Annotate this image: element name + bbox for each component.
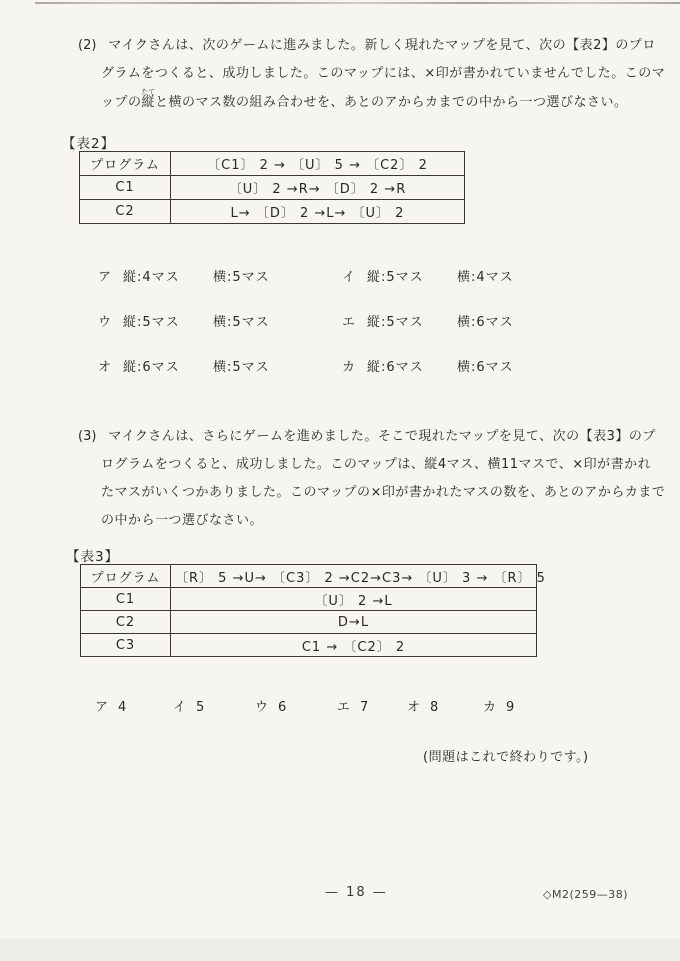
question-2-text-3-pre: ップの	[101, 95, 142, 110]
option-3-o-letter: オ	[407, 700, 421, 715]
option-3-u	[255, 700, 286, 716]
furigana-tate	[141, 88, 156, 110]
end-of-questions-note: (問題はこれで終わりです。)	[423, 750, 589, 765]
table-3-row-3-name: C3	[81, 634, 171, 657]
page-number: — 18 —	[325, 885, 388, 900]
table-3-row-2-value: D→L	[171, 611, 537, 634]
option-ka-tate: 縦:6マス	[367, 360, 424, 375]
furigana-base: 縦	[141, 95, 156, 110]
question-3-text-1: マイクさんは、さらにゲームを進めました。そこで現れたマップを見て、次の【表3】のプ	[108, 429, 656, 444]
option-i-tate: 縦:5マス	[367, 270, 424, 285]
option-o-letter: オ	[98, 360, 112, 375]
option-a-tate: 縦:4マス	[123, 270, 180, 285]
question-2-text-3-post: と横のマス数の組み合わせを、あとのアからカまでの中から一つ選びなさい。	[155, 95, 628, 110]
question-2-line-3	[101, 88, 665, 117]
furigana-reading: たて	[141, 88, 156, 96]
option-ka-letter: カ	[342, 360, 356, 375]
table-row	[81, 634, 537, 657]
option-ka-yoko: 横:6マス	[457, 360, 514, 375]
option-3-u-letter: ウ	[255, 700, 269, 715]
option-3-e-value: 7	[360, 700, 369, 715]
table-3	[80, 564, 546, 657]
option-a-yoko: 横:5マス	[213, 270, 270, 285]
table-3-row-0-value: 〔R〕 5 →U→ 〔C3〕 2 →C2→C3→ 〔U〕 3 → 〔R〕 5	[171, 565, 537, 588]
scan-artifact-top-line	[35, 2, 680, 4]
option-u-letter: ウ	[98, 315, 112, 330]
table-row	[81, 611, 537, 634]
question-2-number: (2)	[78, 38, 97, 53]
option-i-letter: イ	[342, 270, 356, 285]
table-2-row-1-name: C1	[80, 176, 171, 200]
table-row	[80, 176, 465, 200]
option-u	[98, 315, 270, 331]
table-3-row-0-name: プログラム	[81, 565, 171, 588]
table-3-row-1-name: C1	[81, 588, 171, 611]
options-2-row-2	[0, 315, 680, 331]
option-3-o	[407, 700, 438, 716]
question-3-line-3	[101, 479, 665, 507]
option-3-e-letter: エ	[337, 700, 351, 715]
table-3-row-1-value: 〔U〕 2 →L	[171, 588, 537, 611]
option-o	[98, 360, 270, 376]
table-row	[80, 200, 465, 224]
option-3-e	[337, 700, 368, 716]
question-3-text-2: ログラムをつくると、成功しました。このマップは、縦4マス、横11マスで、×印が書かれ	[101, 457, 652, 472]
table-3-row-2-name: C2	[81, 611, 171, 634]
question-2-line-1	[78, 32, 665, 60]
option-u-yoko: 横:5マス	[213, 315, 270, 330]
document-code: ◇M2(259—38)	[543, 888, 629, 901]
question-2-text-1: マイクさんは、次のゲームに進みました。新しく現れたマップを見て、次の【表2】のプロ	[108, 38, 656, 53]
question-3-line-4	[101, 507, 665, 535]
option-i-yoko: 横:4マス	[457, 270, 514, 285]
option-o-tate: 縦:6マス	[123, 360, 180, 375]
option-3-u-value: 6	[278, 700, 287, 715]
option-3-a	[95, 700, 126, 716]
options-2-row-3	[0, 360, 680, 376]
table-2-row-0-name: プログラム	[80, 152, 171, 176]
option-ka	[342, 360, 514, 376]
scan-artifact-bottom-shade	[0, 939, 680, 961]
option-3-o-value: 8	[430, 700, 439, 715]
option-a-letter: ア	[98, 270, 112, 285]
table-2-row-2-name: C2	[80, 200, 171, 224]
option-3-ka-value: 9	[506, 700, 515, 715]
table-2-label: 【表2】	[62, 136, 116, 152]
option-u-tate: 縦:5マス	[123, 315, 180, 330]
table-2-row-1-value: 〔U〕 2 →R→ 〔D〕 2 →R	[171, 176, 465, 200]
table-row	[80, 152, 465, 176]
question-3-text-3: たマスがいくつかありました。このマップの×印が書かれたマスの数を、あとのアからカまで	[101, 485, 666, 500]
question-2	[78, 32, 665, 117]
option-o-yoko: 横:5マス	[213, 360, 270, 375]
option-e-letter: エ	[342, 315, 356, 330]
option-3-i-value: 5	[196, 700, 205, 715]
option-3-i-letter: イ	[173, 700, 187, 715]
option-e-yoko: 横:6マス	[457, 315, 514, 330]
options-2-row-1	[0, 270, 680, 286]
table-row	[81, 588, 537, 611]
option-i	[342, 270, 514, 286]
option-3-a-value: 4	[118, 700, 127, 715]
option-3-ka-letter: カ	[483, 700, 497, 715]
table-2-row-0-value: 〔C1〕 2 → 〔U〕 5 → 〔C2〕 2	[171, 152, 465, 176]
question-2-text-2: グラムをつくると、成功しました。このマップには、×印が書かれていませんでした。このマ	[101, 66, 666, 81]
question-3-number: (3)	[78, 429, 97, 444]
option-3-ka	[483, 700, 514, 716]
table-2	[79, 151, 465, 224]
table-2-row-2-value: L→ 〔D〕 2 →L→ 〔U〕 2	[171, 200, 465, 224]
option-e-tate: 縦:5マス	[367, 315, 424, 330]
option-a	[98, 270, 270, 286]
table-3-row-3-value: C1 → 〔C2〕 2	[171, 634, 537, 657]
table-3-label: 【表3】	[66, 549, 120, 565]
question-3	[78, 423, 665, 535]
option-3-i	[173, 700, 204, 716]
question-3-text-4: の中から一つ選びなさい。	[101, 513, 264, 528]
option-3-a-letter: ア	[95, 700, 109, 715]
question-3-line-1	[78, 423, 665, 451]
question-3-line-2	[101, 451, 665, 479]
table-row	[81, 565, 537, 588]
question-2-line-2	[101, 60, 665, 88]
option-e	[342, 315, 514, 331]
